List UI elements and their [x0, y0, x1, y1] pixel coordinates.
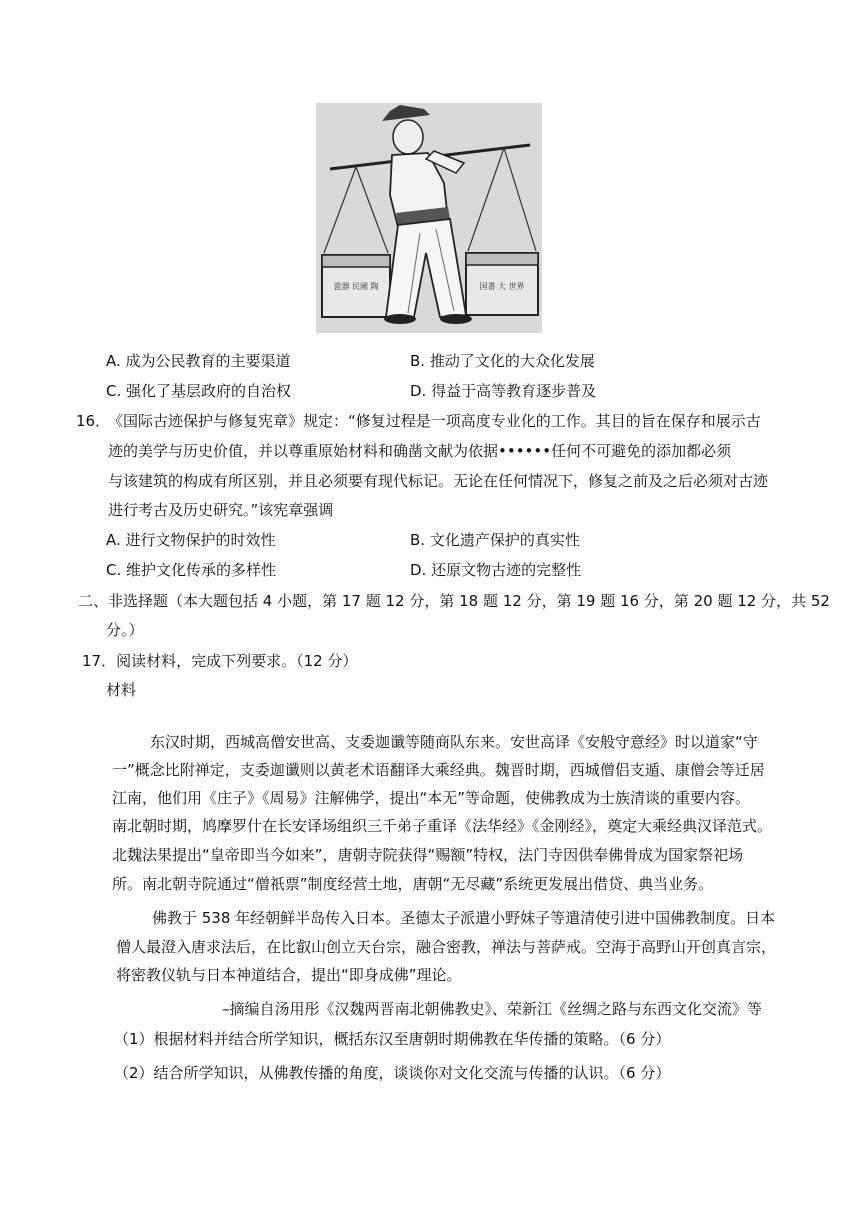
q16-option-c: C. 维护文化传承的多样性: [106, 561, 277, 579]
q17-para2-line3: 将密教仪轨与日本神道结合，提出“即身成佛”理论。: [116, 966, 462, 984]
q16-stem-line2: 迹的美学与历史价值，并以尊重原始材料和确凿文献为依据••••••任何不可避免的添加都必须: [108, 442, 732, 460]
q16-option-d: D. 还原文物古迹的完整性: [410, 561, 582, 579]
section2-heading-line2: 分。）: [106, 621, 144, 639]
q17-para2-line2: 僧人最澄入唐求法后，在比叡山创立天台宗，融合密教，禅法与菩萨戒。空海于高野山开创真言宗，: [116, 938, 777, 956]
q17-source: –摘编自汤用彤《汉魏两晋南北朝佛教史》、荣新江《丝绸之路与东西文化交流》等: [222, 1000, 763, 1018]
q17-para1-line5: 北魏法果提出“皇帝即当今如来”，唐朝寺院获得“赐额”特权，法门寺因供奉佛骨成为国家祭祀场: [112, 846, 744, 864]
q15-option-a: A. 成为公民教育的主要渠道: [106, 352, 291, 370]
q17-para1-line4: 南北朝时期，鸠摩罗什在长安译场组织三千弟子重译《法华经》《金刚经》，奠定大乘经典汉译范式。: [112, 817, 773, 835]
q16-stem-line4: 进行考古及历史研究。”该宪章强调: [108, 501, 334, 519]
q15-option-b: B. 推动了文化的大众化发展: [410, 352, 595, 370]
q17-para2-line1: 佛教于 538 年经朝鲜半岛传入日本。圣德太子派遣小野妹子等遣清使引进中国佛教制度。日本: [152, 909, 776, 927]
q15-option-c: C. 强化了基层政府的自治权: [106, 382, 292, 400]
q17-subquestion-2: （2）结合所学知识，从佛教传播的角度，谈谈你对文化交流与传播的认识。（6 分）: [114, 1064, 671, 1082]
q15-option-d: D. 得益于高等教育逐步普及: [410, 382, 597, 400]
q17-subquestion-1: （1）根据材料并结合所学知识，概括东汉至唐朝时期佛教在华传播的策略。（6 分）: [114, 1030, 671, 1048]
q17-para1-line6: 所。南北朝寺院通过“僧祇票”制度经营土地，唐朝“无尽藏”系统更发展出借贷、典当业务。: [112, 875, 714, 893]
q17-para1-line2: 一”概念比附禅定，支委迦谶则以黄老术语翻译大乘经典。魏晋时期，西城僧侣支遁、康僧会等迁居: [112, 761, 765, 779]
q16-stem-line3: 与该建筑的构成有所区别，并且必须要有现代标记。无论在任何情况下，修复之前及之后必须对古迹: [108, 472, 769, 490]
section2-heading-line1: 二、非选择题（本大题包括 4 小题，第 17 题 12 分，第 18 题 12 分，第 19 题 16 分，第 20 题 12 分，共 52: [78, 592, 830, 610]
box-left-label: 瓷器 民國 陶: [333, 282, 379, 291]
q17-title: 17．阅读材料，完成下列要求。（12 分）: [82, 652, 358, 670]
q16-number: 16．: [76, 412, 111, 430]
illustration-peddler: [316, 103, 542, 333]
q17-para1-line3: 江南，他们用《庄子》《周易》注解佛学，提出“本无”等命题，使佛教成为士族清谈的重要内容。: [112, 789, 751, 807]
q16-stem-line1: 《国际古迹保护与修复宪章》规定：“修复过程是一项高度专业化的工作。其目的旨在保存和展示古: [108, 412, 761, 430]
q16-option-b: B. 文化遗产保护的真实性: [410, 531, 580, 549]
q17-material-label: 材料: [106, 681, 137, 699]
peddler-drawing: [316, 103, 542, 333]
q16-option-a: A. 进行文物保护的时效性: [106, 531, 276, 549]
box-right-label: 国書 大 世界: [479, 282, 525, 291]
q17-para1-line1: 东汉时期，西城高僧安世高、支委迦谶等随商队东来。安世高译《安般守意经》时以道家“守: [150, 733, 758, 751]
